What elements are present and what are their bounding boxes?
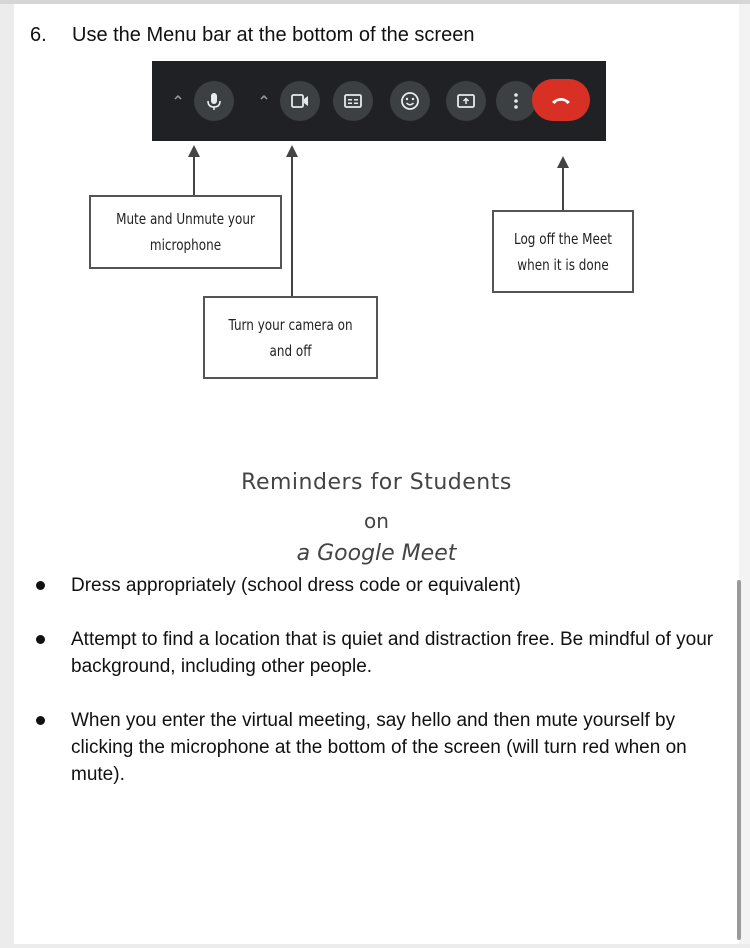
more-options-button[interactable] <box>496 81 536 121</box>
bullet-dot <box>36 581 45 590</box>
list-item-text: When you enter the virtual meeting, say hello and then mute yourself by clicking the microphone at the bottom of the screen (will turn red when on mute). <box>71 710 687 785</box>
list-item <box>34 572 724 599</box>
present-button[interactable] <box>446 81 486 121</box>
emoji-icon <box>390 81 430 121</box>
document-page <box>14 4 739 944</box>
scrollbar-thumb[interactable] <box>737 580 741 940</box>
meet-menu-bar <box>152 61 606 141</box>
list-item-text: Dress appropriately (school dress code or equivalent) <box>71 575 521 596</box>
emoji-button[interactable] <box>390 81 430 121</box>
chevron-up-icon <box>172 91 184 103</box>
logoff-arrow <box>555 152 571 212</box>
mute-callout <box>89 195 282 269</box>
camera-arrow <box>284 141 300 299</box>
mute-callout-text: Mute and Unmute your microphone <box>116 210 255 254</box>
step-number: 6. <box>30 24 47 46</box>
camera-icon <box>280 81 320 121</box>
camera-button[interactable] <box>280 81 320 121</box>
list-item <box>34 626 724 680</box>
mute-arrow <box>186 141 202 197</box>
present-icon <box>446 81 486 121</box>
more-options-icon <box>496 81 536 121</box>
captions-button[interactable] <box>333 81 373 121</box>
captions-icon <box>333 81 373 121</box>
hang-up-icon <box>549 92 573 108</box>
microphone-button[interactable] <box>194 81 234 121</box>
microphone-icon <box>194 81 234 121</box>
bullet-dot <box>36 716 45 725</box>
camera-callout <box>203 296 378 379</box>
list-item-text: Attempt to find a location that is quiet and distraction free. Be mindful of your background, including other people. <box>71 629 714 677</box>
list-item <box>34 707 724 788</box>
step-instruction: Use the Menu bar at the bottom of the screen <box>72 24 475 46</box>
reminders-list <box>34 572 724 788</box>
reminders-on: on <box>364 509 389 533</box>
reminders-subtitle: a Google Meet <box>296 541 457 566</box>
chevron-up-icon <box>258 91 270 103</box>
bullet-dot <box>36 635 45 644</box>
camera-callout-text: Turn your camera on and off <box>228 315 353 360</box>
logoff-callout <box>492 210 634 293</box>
end-call-button[interactable] <box>532 79 590 121</box>
reminders-title: Reminders for Students <box>241 470 512 495</box>
logoff-callout-text: Log off the Meet when it is done <box>513 229 612 274</box>
